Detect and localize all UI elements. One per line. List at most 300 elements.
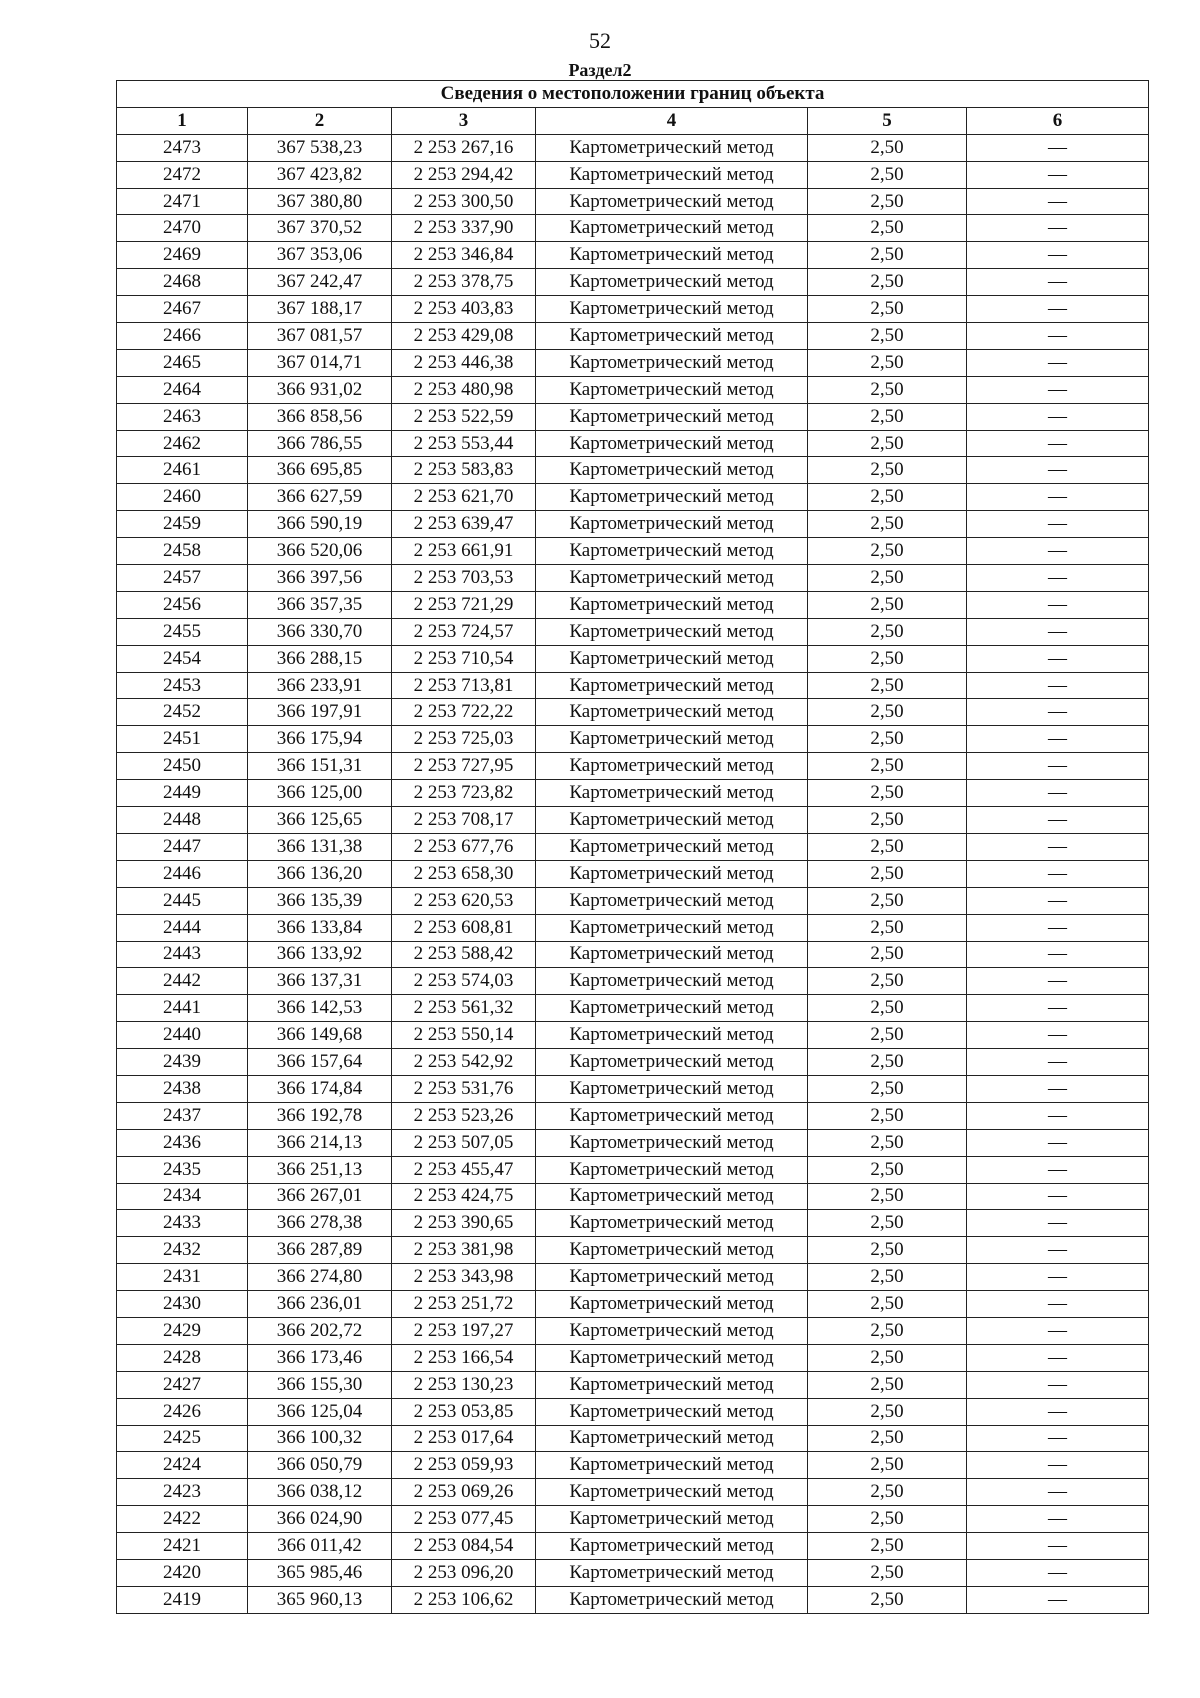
table-cell: 2465 bbox=[117, 349, 248, 376]
table-cell: 2 253 531,76 bbox=[392, 1075, 536, 1102]
table-cell: 2452 bbox=[117, 699, 248, 726]
table-cell: 2,50 bbox=[808, 1425, 967, 1452]
table-cell: 2444 bbox=[117, 914, 248, 941]
table-row bbox=[117, 215, 1149, 242]
table-cell: — bbox=[967, 1156, 1149, 1183]
table-cell: 2446 bbox=[117, 860, 248, 887]
table-row bbox=[117, 1129, 1149, 1156]
table-cell: 366 174,84 bbox=[248, 1075, 392, 1102]
table-cell: — bbox=[967, 538, 1149, 565]
table-cell: — bbox=[967, 645, 1149, 672]
table-cell: Картометрический метод bbox=[536, 376, 808, 403]
table-cell: 2 253 424,75 bbox=[392, 1183, 536, 1210]
table-cell: 2448 bbox=[117, 807, 248, 834]
table-row bbox=[117, 941, 1149, 968]
table-cell: 367 242,47 bbox=[248, 269, 392, 296]
table-cell: Картометрический метод bbox=[536, 995, 808, 1022]
table-cell: — bbox=[967, 1425, 1149, 1452]
table-cell: 366 155,30 bbox=[248, 1371, 392, 1398]
table-cell: 2 253 077,45 bbox=[392, 1506, 536, 1533]
table-cell: Картометрический метод bbox=[536, 430, 808, 457]
table-row bbox=[117, 430, 1149, 457]
table-cell: — bbox=[967, 1022, 1149, 1049]
table-cell: — bbox=[967, 591, 1149, 618]
table-cell: 2 253 725,03 bbox=[392, 726, 536, 753]
table-cell: 366 590,19 bbox=[248, 511, 392, 538]
table-cell: 366 278,38 bbox=[248, 1210, 392, 1237]
table-cell: — bbox=[967, 1237, 1149, 1264]
table-cell: 2464 bbox=[117, 376, 248, 403]
table-cell: 2,50 bbox=[808, 1533, 967, 1560]
table-row bbox=[117, 1183, 1149, 1210]
table-cell: 366 142,53 bbox=[248, 995, 392, 1022]
table-row bbox=[117, 161, 1149, 188]
table-cell: 366 197,91 bbox=[248, 699, 392, 726]
table-cell: 2 253 378,75 bbox=[392, 269, 536, 296]
table-cell: 2 253 677,76 bbox=[392, 833, 536, 860]
table-cell: — bbox=[967, 403, 1149, 430]
table-cell: 2,50 bbox=[808, 1559, 967, 1586]
table-row bbox=[117, 1398, 1149, 1425]
table-cell: Картометрический метод bbox=[536, 807, 808, 834]
table-cell: 2,50 bbox=[808, 780, 967, 807]
column-header: 2 bbox=[248, 107, 392, 134]
table-cell: 2,50 bbox=[808, 161, 967, 188]
table-cell: — bbox=[967, 188, 1149, 215]
table-cell: Картометрический метод bbox=[536, 403, 808, 430]
table-cell: — bbox=[967, 968, 1149, 995]
table-row bbox=[117, 860, 1149, 887]
table-row bbox=[117, 1237, 1149, 1264]
table-cell: Картометрический метод bbox=[536, 134, 808, 161]
table-cell: 2 253 724,57 bbox=[392, 618, 536, 645]
table-cell: — bbox=[967, 995, 1149, 1022]
table-row bbox=[117, 833, 1149, 860]
table-cell: 2 253 197,27 bbox=[392, 1317, 536, 1344]
table-cell: Картометрический метод bbox=[536, 1022, 808, 1049]
table-cell: 2,50 bbox=[808, 403, 967, 430]
table-cell: — bbox=[967, 1264, 1149, 1291]
table-cell: 366 133,84 bbox=[248, 914, 392, 941]
table-cell: 2,50 bbox=[808, 726, 967, 753]
table-cell: Картометрический метод bbox=[536, 753, 808, 780]
table-cell: — bbox=[967, 753, 1149, 780]
table-cell: 366 125,65 bbox=[248, 807, 392, 834]
table-cell: 2425 bbox=[117, 1425, 248, 1452]
table-cell: — bbox=[967, 1533, 1149, 1560]
table-cell: 366 267,01 bbox=[248, 1183, 392, 1210]
table-cell: Картометрический метод bbox=[536, 538, 808, 565]
table-cell: 2,50 bbox=[808, 484, 967, 511]
boundary-table bbox=[116, 80, 1149, 1614]
table-cell: 2,50 bbox=[808, 1452, 967, 1479]
table-cell: 2469 bbox=[117, 242, 248, 269]
table-cell: 2,50 bbox=[808, 887, 967, 914]
table-cell: 2,50 bbox=[808, 591, 967, 618]
table-cell: 2 253 480,98 bbox=[392, 376, 536, 403]
table-cell: 2,50 bbox=[808, 215, 967, 242]
table-cell: 366 786,55 bbox=[248, 430, 392, 457]
table-cell: — bbox=[967, 618, 1149, 645]
table-cell: 2438 bbox=[117, 1075, 248, 1102]
table-row bbox=[117, 1506, 1149, 1533]
table-cell: 2458 bbox=[117, 538, 248, 565]
table-cell: — bbox=[967, 484, 1149, 511]
table-cell: 2 253 059,93 bbox=[392, 1452, 536, 1479]
table-cell: 2453 bbox=[117, 672, 248, 699]
table-cell: — bbox=[967, 1344, 1149, 1371]
table-row bbox=[117, 699, 1149, 726]
table-row bbox=[117, 242, 1149, 269]
table-cell: Картометрический метод bbox=[536, 833, 808, 860]
table-row bbox=[117, 780, 1149, 807]
table-cell: 2 253 522,59 bbox=[392, 403, 536, 430]
table-cell: — bbox=[967, 242, 1149, 269]
table-row bbox=[117, 1317, 1149, 1344]
table-cell: 2 253 166,54 bbox=[392, 1344, 536, 1371]
table-cell: 2434 bbox=[117, 1183, 248, 1210]
table-cell: 366 288,15 bbox=[248, 645, 392, 672]
table-cell: 2 253 294,42 bbox=[392, 161, 536, 188]
table-cell: — bbox=[967, 860, 1149, 887]
table-row bbox=[117, 1022, 1149, 1049]
table-cell: 2 253 106,62 bbox=[392, 1586, 536, 1613]
table-cell: — bbox=[967, 699, 1149, 726]
table-row bbox=[117, 511, 1149, 538]
table-cell: Картометрический метод bbox=[536, 1479, 808, 1506]
table-cell: 367 538,23 bbox=[248, 134, 392, 161]
table-cell: 2433 bbox=[117, 1210, 248, 1237]
table-cell: 366 330,70 bbox=[248, 618, 392, 645]
table-cell: 2419 bbox=[117, 1586, 248, 1613]
section-label: Раздел2 bbox=[568, 60, 632, 80]
table-cell: 2 253 708,17 bbox=[392, 807, 536, 834]
table-cell: 366 125,04 bbox=[248, 1398, 392, 1425]
table-cell: Картометрический метод bbox=[536, 161, 808, 188]
table-cell: — bbox=[967, 1102, 1149, 1129]
table-cell: 2 253 620,53 bbox=[392, 887, 536, 914]
table-cell: Картометрический метод bbox=[536, 699, 808, 726]
table-cell: — bbox=[967, 1183, 1149, 1210]
table-cell: 366 149,68 bbox=[248, 1022, 392, 1049]
table-cell: 2 253 346,84 bbox=[392, 242, 536, 269]
table-cell: 2 253 723,82 bbox=[392, 780, 536, 807]
table-row bbox=[117, 591, 1149, 618]
table-cell: 367 081,57 bbox=[248, 323, 392, 350]
table-cell: 2 253 429,08 bbox=[392, 323, 536, 350]
table-cell: 2 253 337,90 bbox=[392, 215, 536, 242]
table-cell: 366 011,42 bbox=[248, 1533, 392, 1560]
table-cell: 2450 bbox=[117, 753, 248, 780]
table-cell: Картометрический метод bbox=[536, 941, 808, 968]
table-cell: 2432 bbox=[117, 1237, 248, 1264]
table-cell: — bbox=[967, 376, 1149, 403]
table-cell: Картометрический метод bbox=[536, 484, 808, 511]
table-cell: — bbox=[967, 672, 1149, 699]
table-cell: — bbox=[967, 1210, 1149, 1237]
table-cell: Картометрический метод bbox=[536, 1049, 808, 1076]
table-cell: 366 038,12 bbox=[248, 1479, 392, 1506]
table-cell: Картометрический метод bbox=[536, 296, 808, 323]
table-cell: 2,50 bbox=[808, 618, 967, 645]
table-cell: 2437 bbox=[117, 1102, 248, 1129]
table-cell: 2439 bbox=[117, 1049, 248, 1076]
table-cell: — bbox=[967, 887, 1149, 914]
table-cell: — bbox=[967, 726, 1149, 753]
table-cell: 2,50 bbox=[808, 269, 967, 296]
table-cell: 2 253 446,38 bbox=[392, 349, 536, 376]
table-cell: 2,50 bbox=[808, 323, 967, 350]
table-cell: 2422 bbox=[117, 1506, 248, 1533]
page-number: 52 bbox=[589, 28, 611, 53]
table-cell: 2428 bbox=[117, 1344, 248, 1371]
table-cell: 2 253 300,50 bbox=[392, 188, 536, 215]
table-row bbox=[117, 726, 1149, 753]
table-cell: 2463 bbox=[117, 403, 248, 430]
table-row bbox=[117, 1210, 1149, 1237]
table-row bbox=[117, 565, 1149, 592]
table-cell: 2 253 455,47 bbox=[392, 1156, 536, 1183]
table-row bbox=[117, 323, 1149, 350]
table-cell: 366 157,64 bbox=[248, 1049, 392, 1076]
table-cell: 2 253 084,54 bbox=[392, 1533, 536, 1560]
table-cell: — bbox=[967, 1317, 1149, 1344]
table-cell: — bbox=[967, 269, 1149, 296]
table-cell: — bbox=[967, 833, 1149, 860]
table-cell: — bbox=[967, 215, 1149, 242]
table-cell: 2,50 bbox=[808, 672, 967, 699]
table-cell: 365 960,13 bbox=[248, 1586, 392, 1613]
table-cell: 2,50 bbox=[808, 1022, 967, 1049]
column-header: 6 bbox=[967, 107, 1149, 134]
table-cell: — bbox=[967, 914, 1149, 941]
table-cell: Картометрический метод bbox=[536, 1264, 808, 1291]
table-cell: Картометрический метод bbox=[536, 726, 808, 753]
table-cell: 2436 bbox=[117, 1129, 248, 1156]
table-cell: 2457 bbox=[117, 565, 248, 592]
table-cell: Картометрический метод bbox=[536, 672, 808, 699]
table-cell: Картометрический метод bbox=[536, 860, 808, 887]
table-cell: 2,50 bbox=[808, 1398, 967, 1425]
table-cell: Картометрический метод bbox=[536, 914, 808, 941]
table-cell: 2420 bbox=[117, 1559, 248, 1586]
column-header: 4 bbox=[536, 107, 808, 134]
table-cell: 2471 bbox=[117, 188, 248, 215]
table-cell: Картометрический метод bbox=[536, 1291, 808, 1318]
table-cell: 2456 bbox=[117, 591, 248, 618]
table-cell: — bbox=[967, 1049, 1149, 1076]
table-cell: 2 253 251,72 bbox=[392, 1291, 536, 1318]
table-cell: — bbox=[967, 511, 1149, 538]
table-row bbox=[117, 269, 1149, 296]
table-cell: Картометрический метод bbox=[536, 1210, 808, 1237]
table-row bbox=[117, 645, 1149, 672]
table-cell: Картометрический метод bbox=[536, 1075, 808, 1102]
table-cell: 2 253 722,22 bbox=[392, 699, 536, 726]
table-cell: 2 253 710,54 bbox=[392, 645, 536, 672]
table-cell: 367 188,17 bbox=[248, 296, 392, 323]
table-cell: 2,50 bbox=[808, 914, 967, 941]
table-cell: 366 100,32 bbox=[248, 1425, 392, 1452]
table-cell: 2440 bbox=[117, 1022, 248, 1049]
table-cell: 2,50 bbox=[808, 1049, 967, 1076]
table-cell: 367 370,52 bbox=[248, 215, 392, 242]
table-cell: 2 253 017,64 bbox=[392, 1425, 536, 1452]
table-cell: 2,50 bbox=[808, 188, 967, 215]
table-cell: — bbox=[967, 161, 1149, 188]
table-cell: 2 253 553,44 bbox=[392, 430, 536, 457]
table-cell: — bbox=[967, 1075, 1149, 1102]
table-cell: 2,50 bbox=[808, 995, 967, 1022]
table-cell: 2,50 bbox=[808, 1586, 967, 1613]
table-cell: 366 137,31 bbox=[248, 968, 392, 995]
table-cell: 2,50 bbox=[808, 807, 967, 834]
table-cell: 366 202,72 bbox=[248, 1317, 392, 1344]
table-cell: 2421 bbox=[117, 1533, 248, 1560]
table-cell: — bbox=[967, 1586, 1149, 1613]
table-cell: 2,50 bbox=[808, 1075, 967, 1102]
table-row bbox=[117, 403, 1149, 430]
table-row bbox=[117, 1102, 1149, 1129]
table-cell: 2,50 bbox=[808, 1264, 967, 1291]
table-cell: 366 192,78 bbox=[248, 1102, 392, 1129]
table-cell: — bbox=[967, 565, 1149, 592]
table-cell: 2449 bbox=[117, 780, 248, 807]
table-cell: Картометрический метод bbox=[536, 1586, 808, 1613]
table-cell: Картометрический метод bbox=[536, 1533, 808, 1560]
table-row bbox=[117, 807, 1149, 834]
table-cell: 366 173,46 bbox=[248, 1344, 392, 1371]
table-cell: 2426 bbox=[117, 1398, 248, 1425]
table-cell: 367 423,82 bbox=[248, 161, 392, 188]
table-cell: Картометрический метод bbox=[536, 188, 808, 215]
table-cell: 2,50 bbox=[808, 1317, 967, 1344]
table-cell: 2 253 713,81 bbox=[392, 672, 536, 699]
table-cell: Картометрический метод bbox=[536, 1344, 808, 1371]
table-cell: Картометрический метод bbox=[536, 1237, 808, 1264]
table-cell: 2,50 bbox=[808, 376, 967, 403]
table-cell: 2455 bbox=[117, 618, 248, 645]
table-cell: — bbox=[967, 1129, 1149, 1156]
table-cell: 366 131,38 bbox=[248, 833, 392, 860]
table-cell: 366 627,59 bbox=[248, 484, 392, 511]
table-cell: 2 253 390,65 bbox=[392, 1210, 536, 1237]
table-cell: 2 253 608,81 bbox=[392, 914, 536, 941]
table-cell: — bbox=[967, 1398, 1149, 1425]
table-cell: Картометрический метод bbox=[536, 242, 808, 269]
table-row bbox=[117, 995, 1149, 1022]
table-cell: — bbox=[967, 1506, 1149, 1533]
table-cell: — bbox=[967, 349, 1149, 376]
table-cell: 2,50 bbox=[808, 1479, 967, 1506]
table-cell: 2462 bbox=[117, 430, 248, 457]
table-row bbox=[117, 1425, 1149, 1452]
table-cell: 2451 bbox=[117, 726, 248, 753]
table-row bbox=[117, 1371, 1149, 1398]
table-cell: — bbox=[967, 1291, 1149, 1318]
table-cell: 366 520,06 bbox=[248, 538, 392, 565]
table-cell: 366 695,85 bbox=[248, 457, 392, 484]
table-cell: 367 014,71 bbox=[248, 349, 392, 376]
table-cell: 2,50 bbox=[808, 833, 967, 860]
table-cell: 367 380,80 bbox=[248, 188, 392, 215]
table-cell: Картометрический метод bbox=[536, 887, 808, 914]
table-cell: 2 253 542,92 bbox=[392, 1049, 536, 1076]
table-cell: 2447 bbox=[117, 833, 248, 860]
table-cell: Картометрический метод bbox=[536, 1371, 808, 1398]
table-cell: 2429 bbox=[117, 1317, 248, 1344]
table-cell: Картометрический метод bbox=[536, 1559, 808, 1586]
table-cell: 2443 bbox=[117, 941, 248, 968]
table-cell: 366 251,13 bbox=[248, 1156, 392, 1183]
table-cell: Картометрический метод bbox=[536, 780, 808, 807]
table-cell: 2,50 bbox=[808, 538, 967, 565]
table-cell: 366 233,91 bbox=[248, 672, 392, 699]
table-row bbox=[117, 134, 1149, 161]
table-cell: 2,50 bbox=[808, 753, 967, 780]
table-cell: 366 931,02 bbox=[248, 376, 392, 403]
table-cell: Картометрический метод bbox=[536, 591, 808, 618]
table-cell: 2 253 561,32 bbox=[392, 995, 536, 1022]
table-cell: Картометрический метод bbox=[536, 1183, 808, 1210]
table-cell: Картометрический метод bbox=[536, 1452, 808, 1479]
table-cell: Картометрический метод bbox=[536, 511, 808, 538]
table-cell: 2,50 bbox=[808, 134, 967, 161]
table-cell: 366 236,01 bbox=[248, 1291, 392, 1318]
table-row bbox=[117, 484, 1149, 511]
table-cell: Картометрический метод bbox=[536, 565, 808, 592]
table-row bbox=[117, 1049, 1149, 1076]
table-cell: Картометрический метод bbox=[536, 968, 808, 995]
table-cell: 2 253 583,83 bbox=[392, 457, 536, 484]
table-row bbox=[117, 914, 1149, 941]
table-cell: 2 253 403,83 bbox=[392, 296, 536, 323]
table-cell: 2,50 bbox=[808, 860, 967, 887]
table-cell: 366 135,39 bbox=[248, 887, 392, 914]
table-cell: 2,50 bbox=[808, 1210, 967, 1237]
table-cell: 365 985,46 bbox=[248, 1559, 392, 1586]
table-cell: 2,50 bbox=[808, 457, 967, 484]
table-cell: 2,50 bbox=[808, 1129, 967, 1156]
table-cell: 2468 bbox=[117, 269, 248, 296]
table-cell: 2 253 507,05 bbox=[392, 1129, 536, 1156]
table-cell: 2,50 bbox=[808, 968, 967, 995]
table-row bbox=[117, 349, 1149, 376]
table-cell: Картометрический метод bbox=[536, 645, 808, 672]
table-cell: 2445 bbox=[117, 887, 248, 914]
table-cell: 2 253 550,14 bbox=[392, 1022, 536, 1049]
table-cell: 366 274,80 bbox=[248, 1264, 392, 1291]
table-cell: — bbox=[967, 1479, 1149, 1506]
table-row bbox=[117, 1156, 1149, 1183]
table-cell: — bbox=[967, 323, 1149, 350]
table-cell: 2 253 096,20 bbox=[392, 1559, 536, 1586]
table-cell: 366 151,31 bbox=[248, 753, 392, 780]
table-cell: Картометрический метод bbox=[536, 1317, 808, 1344]
table-cell: 2472 bbox=[117, 161, 248, 188]
table-caption: Сведения о местоположении границ объекта bbox=[117, 81, 1149, 108]
table-row bbox=[117, 457, 1149, 484]
table-cell: Картометрический метод bbox=[536, 618, 808, 645]
table-cell: 2 253 727,95 bbox=[392, 753, 536, 780]
table-cell: — bbox=[967, 296, 1149, 323]
table-row bbox=[117, 1479, 1149, 1506]
table-cell: 2 253 381,98 bbox=[392, 1237, 536, 1264]
table-cell: Картометрический метод bbox=[536, 1398, 808, 1425]
table-cell: 2,50 bbox=[808, 1371, 967, 1398]
table-cell: 2,50 bbox=[808, 1156, 967, 1183]
table-row bbox=[117, 296, 1149, 323]
